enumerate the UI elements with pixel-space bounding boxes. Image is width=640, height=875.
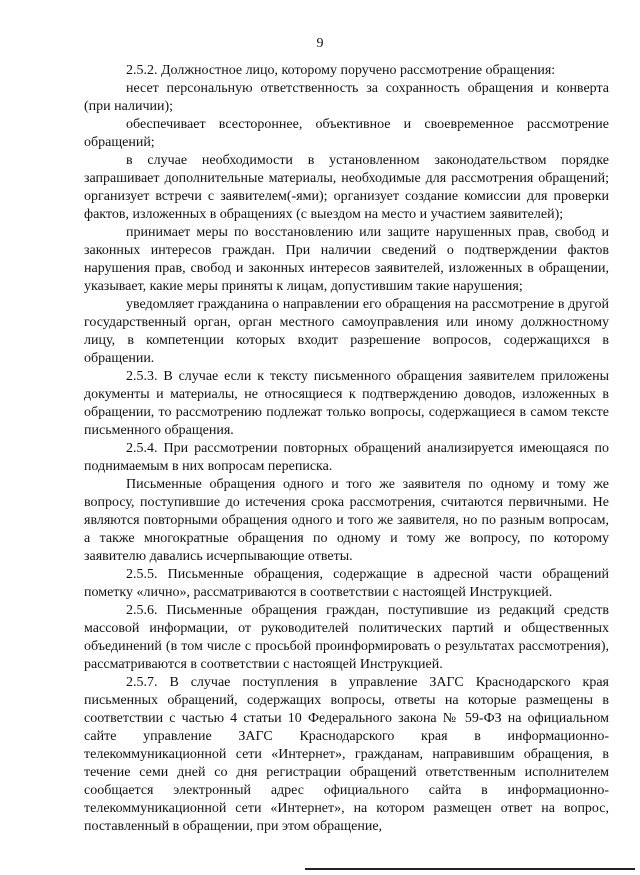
page-number: 9 — [316, 36, 324, 51]
paragraph-2-5-2-heading: 2.5.2. Должностное лицо, которому поручено рассмотрение обращения: — [126, 63, 556, 78]
paragraph-restore-rights: принимает меры по восстановлению или защите нарушенных прав, свобод и законных интересов граждан. При наличии сведений о подтверждении фактов нарушения прав, свобод и законных интересов заявителей, изложенных в обращении, указывает, какие меры приняты к лицам, допустившим такие нарушения; — [84, 225, 609, 294]
paragraph-notify-citizen: уведомляет гражданина о направлении его обращения на рассмотрение в другой государственный орган, орган местного самоуправления или иному должностному лицу, в компетенции которых входит разрешение вопросов, содержащихся в обращении. — [84, 297, 609, 366]
paragraph-responsibility: несет персональную ответственность за сохранность обращения и конверта (при наличии); — [84, 81, 609, 114]
paragraph-2-5-4: 2.5.4. При рассмотрении повторных обращений анализируется имеющаяся по поднимаемым в них вопросам переписка. — [84, 441, 609, 474]
paragraph-2-5-3: 2.5.3. В случае если к тексту письменного обращения заявителем приложены документы и материалы, не относящиеся к подтверждению доводов, изложенных в обращении, то рассмотрению подлежат только вопросы, содержащиеся в самом тексте письменного обращения. — [84, 369, 609, 438]
document-body — [84, 62, 609, 836]
paragraph-review: обеспечивает всестороннее, объективное и своевременное рассмотрение обращений; — [84, 117, 609, 150]
page-bottom-edge-line — [305, 868, 635, 870]
paragraph-repeated-appeals: Письменные обращения одного и того же заявителя по одному и тому же вопросу, поступившие до истечения срока рассмотрения, считаются первичными. Не являются повторными обращения одного и того же заявителя, но по разным вопросам, а также многократные обращения по одному и тому же вопросу, по которому заявителю давались исчерпывающие ответы. — [84, 477, 609, 564]
paragraph-2-5-5: 2.5.5. Письменные обращения, содержащие в адресной части обращений пометку «лично», рассматриваются в соответствии с настоящей Инструкцией. — [84, 567, 609, 600]
paragraph-request-materials: в случае необходимости в установленном законодательством порядке запрашивает дополнительные материалы, необходимые для рассмотрения обращений; организует встречи с заявителем(-ями); организует создание комиссии для проверки фактов, изложенных в обращениях (с выездом на место и участием заявителей); — [84, 153, 609, 222]
paragraph-2-5-6: 2.5.6. Письменные обращения граждан, поступившие из редакций средств массовой информации, от руководителей политических партий и общественных объединений (в том числе с просьбой проинформировать о результатах рассмотрения), рассматриваются в соответствии с настоящей Инструкцией. — [84, 603, 609, 672]
paragraph-2-5-7: 2.5.7. В случае поступления в управление ЗАГС Краснодарского края письменных обращений, содержащих вопросы, ответы на которые размещены в соответствии с частью 4 статьи 10 Федерального закона № 59-ФЗ на официальном сайте управление ЗАГС Краснодарского края в информационно-телекоммуникационной сети «Интернет», гражданам, направившим обращения, в течение семи дней со дня регистрации обращений ответственным исполнителем сообщается электронный адрес официального сайта в информационно-телекоммуникационной сети «Интернет», на котором размещен ответ на вопрос, поставленный в обращении, при этом обращение, — [84, 675, 609, 834]
